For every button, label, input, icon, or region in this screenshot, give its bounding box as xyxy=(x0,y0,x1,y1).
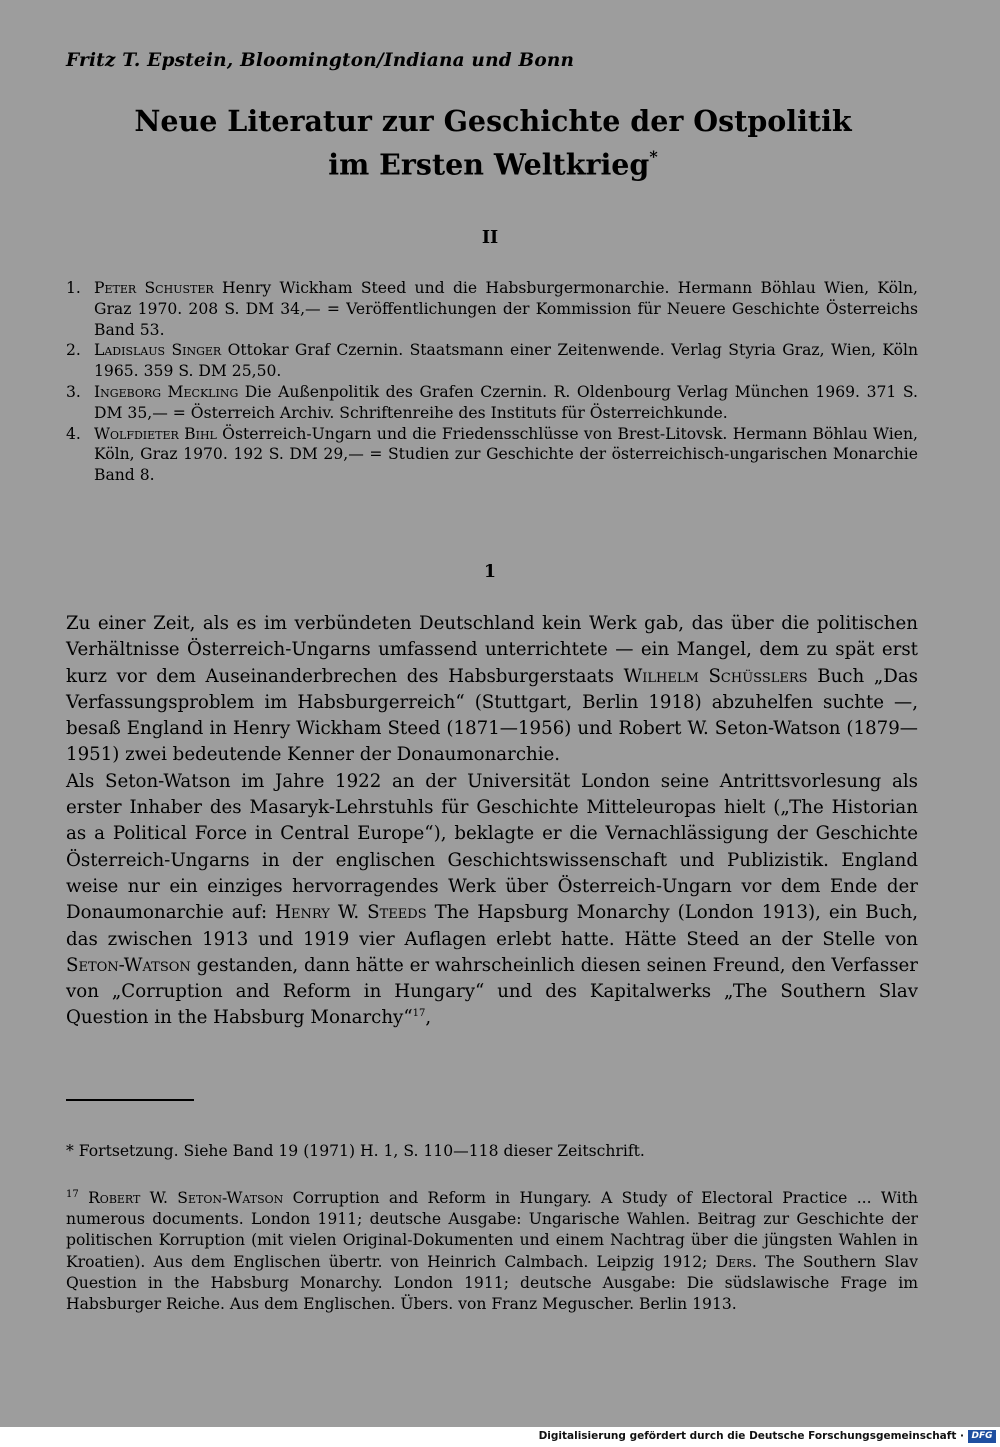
footnote-author: Robert W. Seton-Watson xyxy=(88,1189,284,1207)
bibliography-number: 1. xyxy=(66,279,81,297)
footnote-reference: 17 xyxy=(412,1008,426,1020)
footnote-continuation: * Fortsetzung. Siehe Band 19 (1971) H. 1, S. 110—118 dieser Zeitschrift. xyxy=(66,1142,645,1160)
bibliography-text: Die Außenpolitik des Grafen Czernin. R. Oldenbourg Verlag München 1969. 371 S. DM 35,— = Österreich Archiv. Schriftenreihe des Instituts für Österreichkunde. xyxy=(94,382,918,422)
paragraph-2-text-c: gestanden, dann hätte er wahrscheinlich diesen seinen Freund, den Verfasser von „Corruption and Reform in Hungary“ und des Kapitalwerks „The Southern Slav Question in the Habsburg Monarchy“ xyxy=(66,954,918,1029)
bibliography-item xyxy=(66,382,918,424)
footnote-text-b: The Southern Slav Question in the Habsburg Monarchy. London 1911; deutsche Ausgabe: Die südslawische Frage im Habsburger Reiche. Aus dem Englischen. Übers. von Franz Meguscher. Berlin 1913. xyxy=(66,1252,919,1314)
bibliography-text: Österreich-Ungarn und die Friedensschlüsse von Brest-Litovsk. Hermann Böhlau Wien, Köln, Graz 1970. 192 S. DM 29,— = Studien zur Geschichte der österreichisch-ungarischen Monarchie Band 8. xyxy=(94,424,918,485)
footer-credit: Digitalisierung gefördert durch die Deutsche Forschungsgemeinschaft · xyxy=(538,1430,964,1442)
bibliography-list xyxy=(66,278,918,486)
author-name-smallcaps: Seton-Watson xyxy=(66,954,191,976)
bibliography-text: Ottokar Graf Czernin. Staatsmann einer Zeitenwende. Verlag Styria Graz, Wien, Köln 1965. 359 S. DM 25,50. xyxy=(94,341,919,381)
bibliography-item xyxy=(66,424,918,486)
bibliography-author: Ingeborg Meckling xyxy=(94,382,239,401)
bibliography-author: Ladislaus Singer xyxy=(94,341,222,360)
paragraph-2-end: , xyxy=(425,1007,432,1029)
digitization-footer xyxy=(0,1427,1000,1447)
article-title-line-1: Neue Literatur zur Geschichte der Ostpolitik xyxy=(134,104,852,138)
part-number: II xyxy=(481,228,499,248)
author-name-smallcaps: Henry W. Steeds xyxy=(275,902,427,924)
footnote-number: 17 xyxy=(66,1188,79,1200)
bibliography-text: Henry Wickham Steed und die Habsburgermonarchie. Hermann Böhlau Wien, Köln, Graz 1970. 208 S. DM 34,— = Veröffentlichungen der Kommission für Neuere Geschichte Österreichs Band 53. xyxy=(94,279,918,339)
title-footnote-mark: * xyxy=(649,147,658,166)
bibliography-author: Wolfdieter Bihl xyxy=(94,424,217,443)
paragraph-1 xyxy=(66,611,918,769)
bibliography-author: Peter Schuster xyxy=(94,279,214,297)
bibliography-item xyxy=(66,278,918,340)
footnote-text-a: Corruption and Reform in Hungary. A Study of Electoral Practice ... With numerous documents. London 1911; deutsche Ausgabe: Ungarische Wahlen. Beitrag zur Geschichte der politischen Korruption (mit vielen Original-Dokumenten und einem Nachtrag über die jüngsten Wahlen in Kroatien). Aus dem Englischen übertr. von Heinrich Calmbach. Leipzig 1912; xyxy=(66,1189,918,1271)
author-line: Fritz T. Epstein, Bloomington/Indiana und Bonn xyxy=(66,50,575,71)
bibliography-item xyxy=(66,340,918,382)
paragraph-1-text-b: Buch „Das Verfassungsproblem im Habsburgerreich“ (Stuttgart, Berlin 1918) abzuhelfen suchte —, besaß England in Henry Wickham Steed (1871—1956) und Robert W. Seton-Watson (1879—1951) zwei bedeutende Kenner der Donaumonarchie. xyxy=(66,665,918,766)
article-title-line-2-text: im Ersten Weltkrieg xyxy=(328,147,650,182)
footnote-ders: Ders. xyxy=(715,1252,757,1271)
article-title-line-2 xyxy=(100,141,886,183)
paragraph-1-text-a: Zu einer Zeit, als es im verbündeten Deutschland kein Werk gab, das über die politischen Verhältnisse Österreich-Ungarns umfassend unterrichtete — ein Mangel, dem zu spät erst kurz vor dem Auseinanderbrechen des Habsburgerstaats xyxy=(66,613,918,687)
section-number: 1 xyxy=(483,562,497,582)
dfg-logo-icon: DFG xyxy=(968,1430,996,1443)
body-text xyxy=(66,611,918,1032)
bibliography-number: 2. xyxy=(66,341,81,360)
author-name-smallcaps: Wilhelm Schüsslers xyxy=(623,665,808,687)
bibliography-number: 3. xyxy=(66,382,81,401)
footnote-divider xyxy=(66,1099,194,1101)
paragraph-2-text-b: The Hapsburg Monarchy (London 1913), ein Buch, das zwischen 1913 und 1919 vier Auflagen erlebt hatte. Hätte Steed an der Stelle von xyxy=(66,902,918,950)
paragraph-2-text-a: Als Seton-Watson im Jahre 1922 an der Universität London seine Antrittsvorlesung als erster Inhaber des Masaryk-Lehrstuhls für Geschichte Mitteleuropas hielt („The Historian as a Political Force in Central Europe“), beklagte er die Vernachlässigung der Geschichte Österreich-Ungarns in der englischen Geschichtswissenschaft und Publizistik. England weise nur ein einziges hervorragendes Werk über Österreich-Ungarn vor dem Ende der Donaumonarchie auf: xyxy=(66,770,918,924)
bibliography-number: 4. xyxy=(66,424,81,443)
paragraph-2 xyxy=(66,769,918,1032)
footnote-17 xyxy=(66,1188,918,1315)
